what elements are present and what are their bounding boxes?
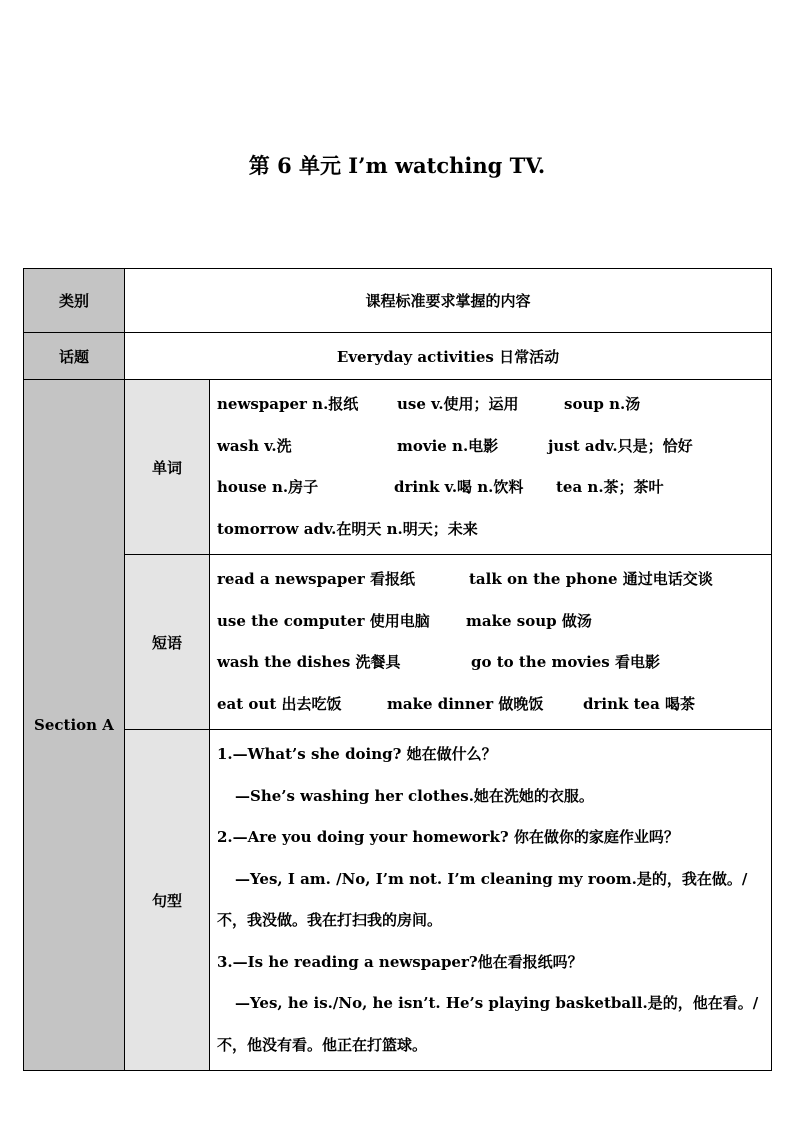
words-content bbox=[210, 380, 772, 555]
phrases-line bbox=[217, 601, 771, 643]
sentence-line: —Yes, I am. /No, I’m not. I’m cleaning my room.是的，我在做。/ bbox=[235, 869, 748, 888]
word-item: tea n.茶；茶叶 bbox=[556, 478, 664, 496]
word-item: movie n.电影 bbox=[397, 436, 499, 455]
phrase-item: make soup 做汤 bbox=[466, 611, 592, 630]
sentence-line: —She’s washing her clothes.她在洗她的衣服。 bbox=[235, 786, 594, 805]
phrase-item: use the computer 使用电脑 bbox=[217, 611, 430, 630]
word-item: drink v.喝 n.饮料 bbox=[394, 478, 524, 496]
topic-value: Everyday activities 日常活动 bbox=[125, 333, 772, 380]
words-line bbox=[217, 509, 771, 551]
sentences-row bbox=[24, 730, 772, 1071]
word-item: use v.使用；运用 bbox=[397, 395, 519, 413]
sentence-line: 2.—Are you doing your homework? 你在做你的家庭作业吗？ bbox=[217, 828, 679, 846]
phrases-row bbox=[24, 555, 772, 730]
section-label: Section A bbox=[24, 380, 125, 1071]
phrases-label: 短语 bbox=[125, 555, 210, 730]
words-label: 单词 bbox=[125, 380, 210, 555]
phrases-line bbox=[217, 642, 771, 684]
topic-row bbox=[24, 333, 772, 380]
word-item: tomorrow adv.在明天 n.明天；未来 bbox=[217, 519, 478, 538]
phrases-content bbox=[210, 555, 772, 730]
phrase-item: go to the movies 看电影 bbox=[471, 653, 660, 671]
sentences-content bbox=[210, 730, 772, 1071]
phrases-line bbox=[217, 684, 771, 726]
word-item: house n.房子 bbox=[217, 478, 319, 496]
words-row bbox=[24, 380, 772, 555]
header-content: 课程标准要求掌握的内容 bbox=[125, 269, 772, 333]
words-line bbox=[217, 467, 771, 509]
phrase-item: drink tea 喝茶 bbox=[583, 694, 696, 713]
word-item: newspaper n.报纸 bbox=[217, 395, 359, 413]
sentence-line: 不，我没做。我在打扫我的房间。 bbox=[217, 911, 443, 929]
header-row bbox=[24, 269, 772, 333]
phrase-item: read a newspaper 看报纸 bbox=[217, 570, 415, 588]
sentences-label: 句型 bbox=[125, 730, 210, 1071]
words-line bbox=[217, 426, 771, 468]
sentence-line: 不，他没有看。他正在打篮球。 bbox=[217, 1035, 428, 1054]
header-category: 类别 bbox=[24, 269, 125, 333]
phrase-item: eat out 出去吃饭 bbox=[217, 694, 342, 713]
phrase-item: talk on the phone 通过电话交谈 bbox=[469, 570, 713, 588]
sentence-line: —Yes, he is./No, he isn’t. He’s playing basketball.是的，他在看。/ bbox=[235, 994, 759, 1012]
page-title: 第 6 单元 I’m watching TV. bbox=[248, 153, 546, 178]
phrase-item: wash the dishes 洗餐具 bbox=[217, 653, 401, 671]
word-item: wash v.洗 bbox=[217, 436, 292, 455]
syllabus-table bbox=[23, 268, 772, 1071]
sentence-line: 3.—Is he reading a newspaper?他在看报纸吗？ bbox=[217, 952, 583, 971]
phrase-item: make dinner 做晚饭 bbox=[387, 694, 544, 713]
topic-label: 话题 bbox=[24, 333, 125, 380]
words-line bbox=[217, 384, 771, 426]
word-item: just adv.只是；恰好 bbox=[548, 436, 693, 455]
phrases-line bbox=[217, 559, 771, 601]
word-item: soup n.汤 bbox=[564, 395, 641, 413]
sentence-line: 1.—What’s she doing? 她在做什么？ bbox=[217, 745, 497, 763]
